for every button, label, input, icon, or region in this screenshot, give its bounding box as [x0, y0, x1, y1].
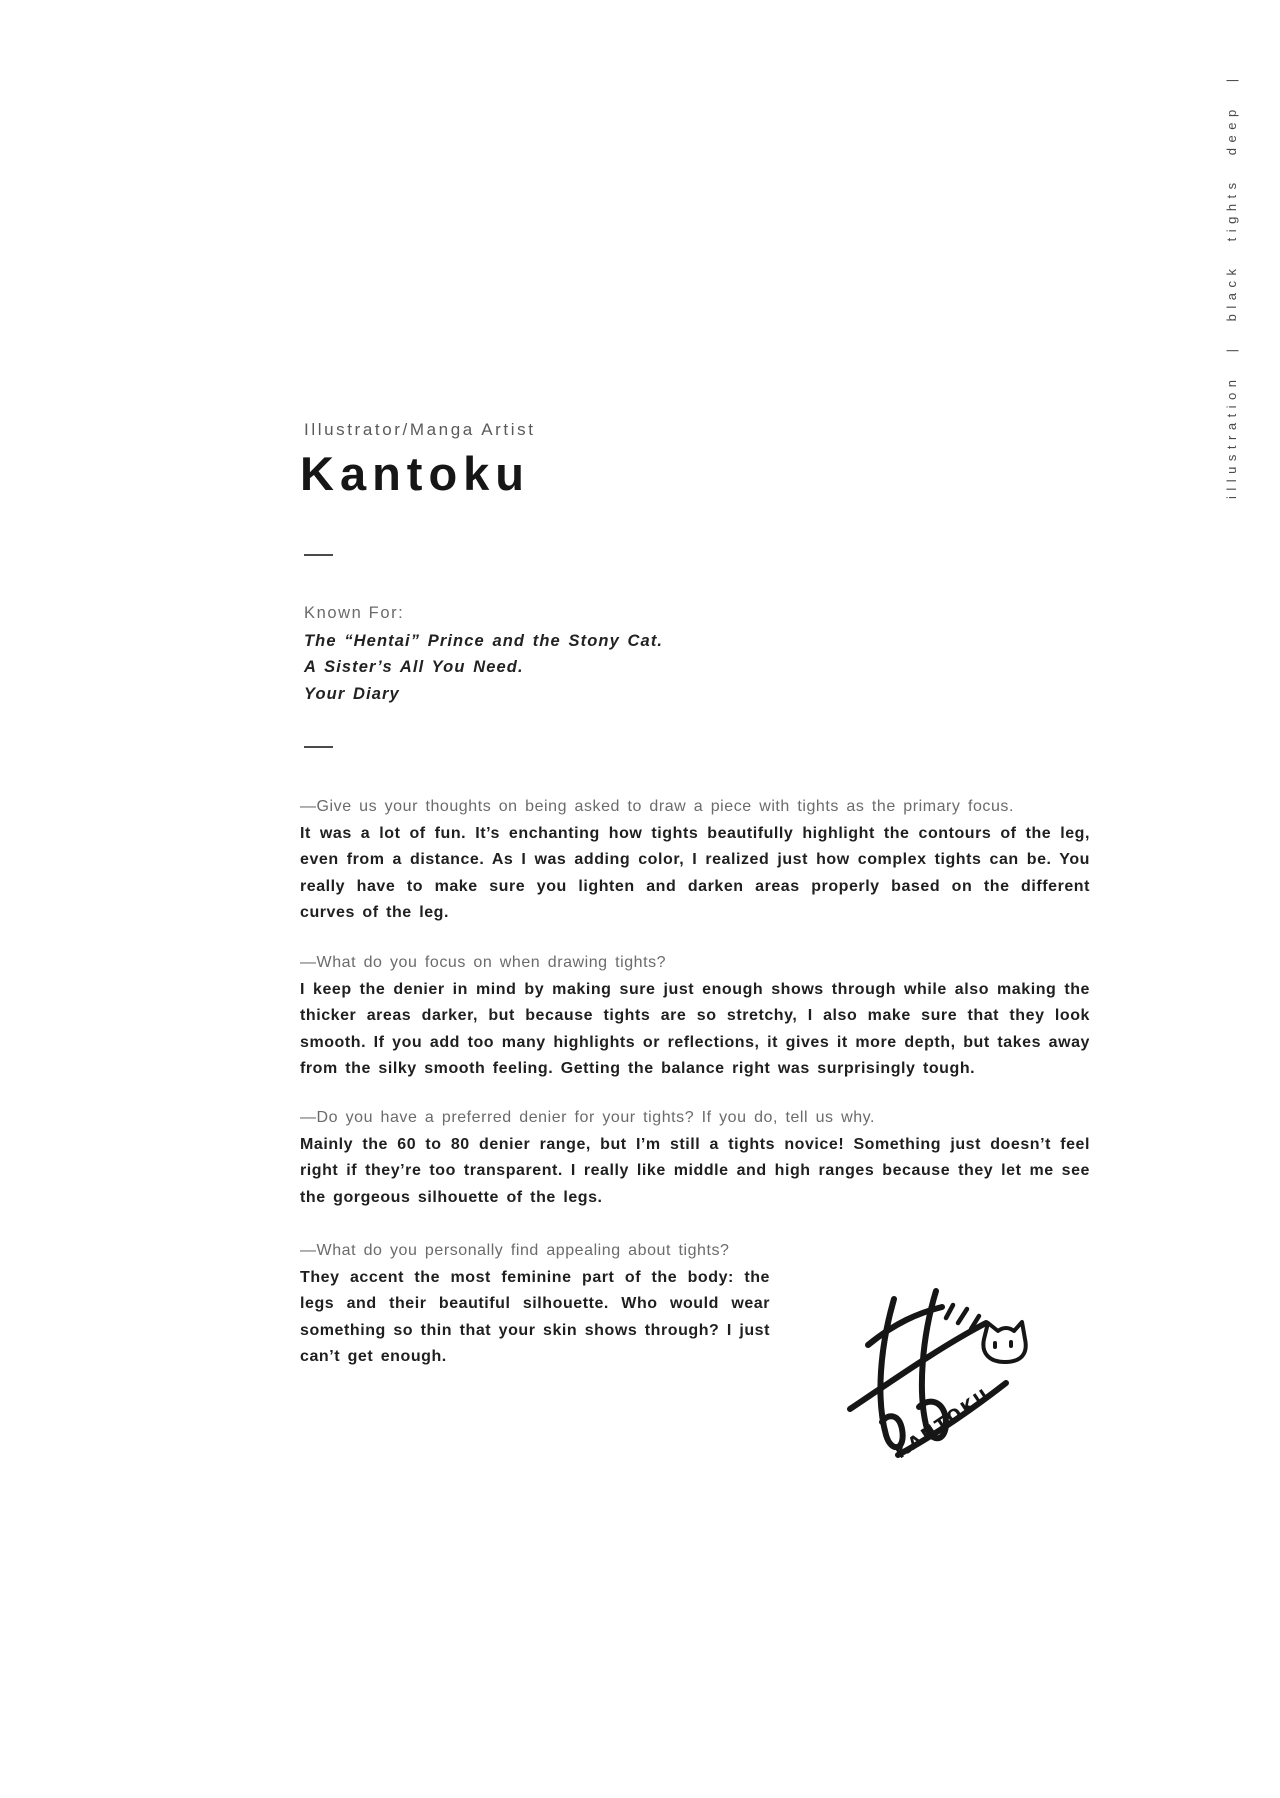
cat-face-icon — [983, 1322, 1025, 1362]
qa-block — [300, 1105, 1090, 1211]
interview-question: —Do you have a preferred denier for your tights? If you do, tell us why. — [300, 1109, 876, 1126]
signature-scrawl-stroke — [868, 1307, 942, 1345]
signature-handwritten-name: KANTOKU — [891, 1384, 995, 1464]
interview-answer: Mainly the 60 to 80 denier range, but I’m still a tights novice! Something just doesn’t feel right if they’re too transparent. I really like middle and high ranges because they let me see the gorgeous silhouette of the legs. — [300, 1135, 1090, 1206]
known-for-label: Known For: — [304, 604, 405, 622]
qa-block — [300, 950, 1090, 1083]
section-divider-rule — [304, 554, 333, 556]
interview-question: —What do you personally find appealing about tights? — [300, 1242, 730, 1259]
qa-block — [300, 794, 1090, 927]
interview-answer: They accent the most feminine part of the body: the legs and their beautiful silhouette. Who would wear something so thin that your skin shows through? I just can’t get enough. — [300, 1268, 770, 1365]
section-divider-rule — [304, 746, 333, 748]
known-for-work: Your Diary — [304, 684, 400, 703]
signature-emphasis-dash — [946, 1305, 953, 1318]
artist-name-title: Kantoku — [300, 447, 530, 500]
known-for-work: A Sister’s All You Need. — [304, 658, 524, 676]
known-for-section — [304, 600, 663, 707]
known-for-work: The “Hentai” Prince and the Stony Cat. — [304, 631, 664, 650]
qa-block — [300, 1238, 770, 1371]
interview-question: —What do you focus on when drawing tights? — [300, 954, 667, 971]
artist-role-label: Illustrator/Manga Artist — [304, 420, 536, 439]
kantoku-signature — [840, 1283, 1040, 1468]
edge-caption-vertical-text: illustration | black tights deep | — [1224, 73, 1239, 499]
interview-answer: I keep the denier in mind by making sure just enough shows through while also making the thicker areas darker, but because tights are so stretchy, I also make sure that they look smooth. If you add too many highlights or reflections, it gives it more depth, but takes away from the silky smooth feeling. Getting the balance right was surprisingly tough. — [300, 980, 1090, 1077]
signature-emphasis-dash — [958, 1309, 967, 1323]
interview-answer: It was a lot of fun. It’s enchanting how tights beautifully highlight the contours of the leg, even from a distance. As I was adding color, I realized just how complex tights can be. You really have to make sure you lighten and darken areas properly based on the different curves of the leg. — [300, 824, 1090, 921]
interview-question: —Give us your thoughts on being asked to draw a piece with tights as the primary focus. — [300, 798, 1014, 815]
